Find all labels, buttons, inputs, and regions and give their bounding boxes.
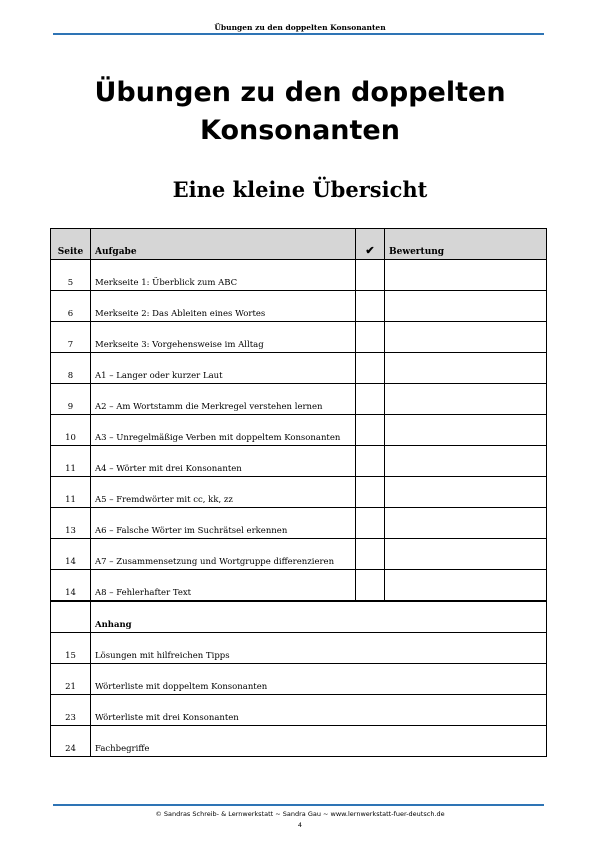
table-row: [51, 446, 547, 477]
table-row: [51, 353, 547, 384]
cell-aufgabe: Merkseite 3: Vorgehensweise im Alltag: [91, 322, 356, 353]
cell-bewertung[interactable]: [385, 322, 547, 353]
page-number: 4: [297, 821, 303, 829]
cell-aufgabe: A8 – Fehlerhafter Text: [91, 570, 356, 602]
appendix-rows: [51, 601, 547, 757]
cell-check[interactable]: [356, 570, 385, 602]
cell-check[interactable]: [356, 415, 385, 446]
table-row: [51, 539, 547, 570]
cell-check[interactable]: [356, 353, 385, 384]
cell-aufgabe: A7 – Zusammensetzung und Wortgruppe differenzieren: [91, 539, 356, 570]
page-title: [0, 74, 600, 150]
cell-check[interactable]: [356, 508, 385, 539]
cell-seite: 11: [51, 477, 91, 508]
table-row: [51, 633, 547, 664]
table-row: [51, 260, 547, 291]
cell-seite: 11: [51, 446, 91, 477]
table-header-row: [51, 229, 547, 260]
cell-bewertung[interactable]: [385, 260, 547, 291]
cell-seite: 14: [51, 539, 91, 570]
cell-seite-empty: [51, 601, 91, 633]
cell-bewertung[interactable]: [385, 508, 547, 539]
cell-aufgabe: Fachbegriffe: [91, 726, 547, 757]
cell-check[interactable]: [356, 539, 385, 570]
cell-seite: 21: [51, 664, 91, 695]
page-title-line-2: Konsonanten: [200, 115, 400, 146]
table-row: [51, 384, 547, 415]
cell-bewertung[interactable]: [385, 570, 547, 602]
cell-seite: 5: [51, 260, 91, 291]
column-header-bewertung: Bewertung: [385, 229, 547, 260]
cell-seite: 9: [51, 384, 91, 415]
cell-check[interactable]: [356, 291, 385, 322]
cell-bewertung[interactable]: [385, 415, 547, 446]
page-title-line-1: Übungen zu den doppelten: [94, 77, 506, 108]
cell-seite: 24: [51, 726, 91, 757]
column-header-aufgabe: Aufgabe: [91, 229, 356, 260]
cell-aufgabe: Merkseite 2: Das Ableiten eines Wortes: [91, 291, 356, 322]
cell-seite: 14: [51, 570, 91, 602]
table-row: [51, 570, 547, 602]
cell-bewertung[interactable]: [385, 477, 547, 508]
page-subtitle: Eine kleine Übersicht: [172, 177, 428, 202]
overview-table: [50, 228, 547, 757]
cell-bewertung[interactable]: [385, 291, 547, 322]
cell-aufgabe: Wörterliste mit drei Konsonanten: [91, 695, 547, 726]
table-row: [51, 415, 547, 446]
cell-aufgabe: Wörterliste mit doppeltem Konsonanten: [91, 664, 547, 695]
cell-aufgabe: Merkseite 1: Überblick zum ABC: [91, 260, 356, 291]
table-row: [51, 508, 547, 539]
column-header-check: ✔: [356, 229, 385, 260]
cell-bewertung[interactable]: [385, 384, 547, 415]
cell-seite: 23: [51, 695, 91, 726]
cell-bewertung[interactable]: [385, 446, 547, 477]
appendix-label-row: [51, 601, 547, 633]
cell-seite: 13: [51, 508, 91, 539]
cell-seite: 6: [51, 291, 91, 322]
table-row: [51, 726, 547, 757]
table-row: [51, 477, 547, 508]
cell-aufgabe: A5 – Fremdwörter mit cc, kk, zz: [91, 477, 356, 508]
cell-check[interactable]: [356, 260, 385, 291]
column-header-seite: Seite: [51, 229, 91, 260]
task-rows: [51, 260, 547, 602]
cell-check[interactable]: [356, 384, 385, 415]
running-header: Übungen zu den doppelten Konsonanten: [214, 23, 386, 32]
cell-seite: 15: [51, 633, 91, 664]
cell-aufgabe: A3 – Unregelmäßige Verben mit doppeltem Konsonanten: [91, 415, 356, 446]
cell-check[interactable]: [356, 322, 385, 353]
footer-copyright: © Sandras Schreib- & Lernwerkstatt ~ Sandra Gau ~ www.lernwerkstatt-fuer-deutsch.de: [155, 810, 445, 818]
cell-check[interactable]: [356, 446, 385, 477]
cell-aufgabe: A4 – Wörter mit drei Konsonanten: [91, 446, 356, 477]
header-rule: [53, 33, 544, 35]
cell-bewertung[interactable]: [385, 353, 547, 384]
appendix-label: Anhang: [91, 601, 547, 633]
cell-aufgabe: A6 – Falsche Wörter im Suchrätsel erkennen: [91, 508, 356, 539]
table-row: [51, 322, 547, 353]
cell-aufgabe: A1 – Langer oder kurzer Laut: [91, 353, 356, 384]
cell-bewertung[interactable]: [385, 539, 547, 570]
cell-aufgabe: Lösungen mit hilfreichen Tipps: [91, 633, 547, 664]
cell-seite: 10: [51, 415, 91, 446]
table-row: [51, 664, 547, 695]
table-row: [51, 695, 547, 726]
cell-aufgabe: A2 – Am Wortstamm die Merkregel verstehen lernen: [91, 384, 356, 415]
table-row: [51, 291, 547, 322]
cell-seite: 8: [51, 353, 91, 384]
cell-check[interactable]: [356, 477, 385, 508]
cell-seite: 7: [51, 322, 91, 353]
footer-rule: [53, 804, 544, 806]
